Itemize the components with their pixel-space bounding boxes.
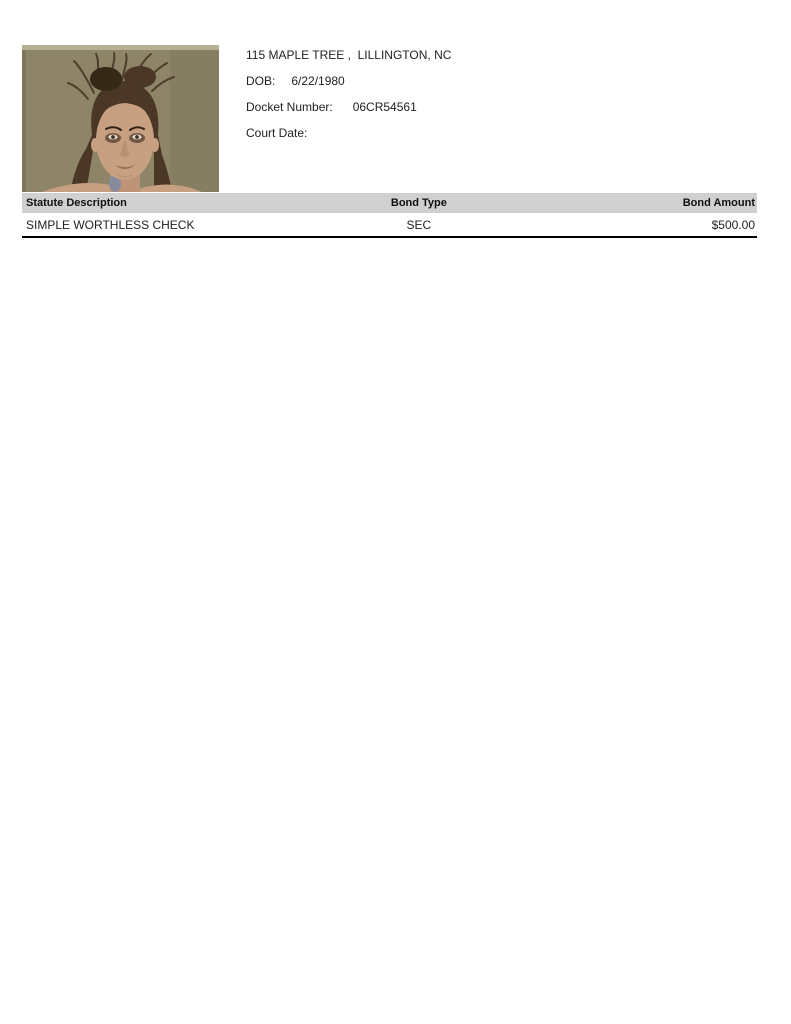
address-line [246,42,451,68]
mugshot-photo [22,45,219,192]
charges-table [22,193,757,238]
court-date-line [246,120,451,146]
mugshot-illustration [22,45,219,192]
charges-table-header [22,193,757,213]
col-header-bond-type: Bond Type [390,197,447,209]
address-text: 115 MAPLE TREE , LILLINGTON, NC [246,48,452,62]
col-header-bond-amount: Bond Amount [682,197,755,209]
dob-value: 6/22/1980 [291,74,345,88]
dob-label: DOB: [246,74,276,88]
charge-bond-amount: $500.00 [711,217,755,232]
charge-row [22,213,757,238]
docket-number-value: 06CR54561 [352,100,417,114]
col-header-statute-description: Statute Description [26,197,127,209]
booking-info [246,42,451,146]
charge-bond-type: SEC [406,217,432,232]
docket-number-label: Docket Number: [246,100,333,114]
docket-number-line [246,94,451,120]
dob-line [246,68,451,94]
charge-statute-description: SIMPLE WORTHLESS CHECK [26,217,195,232]
court-date-label: Court Date: [246,126,308,140]
